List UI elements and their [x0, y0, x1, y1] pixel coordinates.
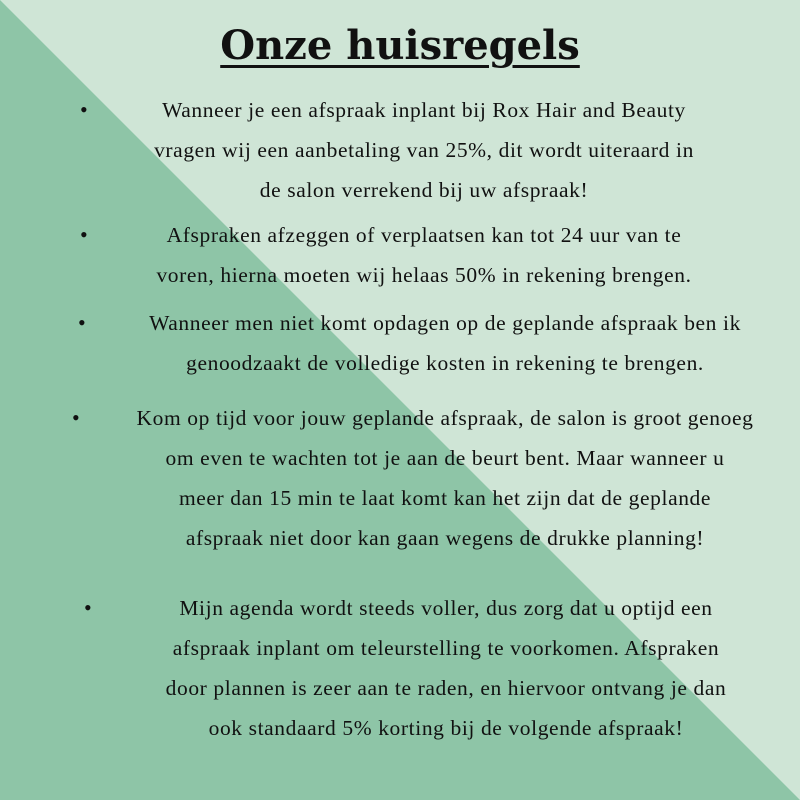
rule-line: vragen wij een aanbetaling van 25%, dit wordt uiteraard in: [154, 138, 694, 162]
rule-text: [104, 215, 744, 295]
rule-line: om even te wachten tot je aan de beurt bent. Maar wanneer u: [165, 446, 725, 470]
rule-line: ook standaard 5% korting bij de volgende afspraak!: [208, 716, 684, 740]
rule-5: [84, 588, 784, 748]
rule-line: Wanneer men niet komt opdagen op de geplande afspraak ben ik: [149, 311, 741, 335]
rule-line: voren, hierna moeten wij helaas 50% in rekening brengen.: [156, 263, 692, 287]
rule-line: Wanneer je een afspraak inplant bij Rox Hair and Beauty: [162, 98, 686, 122]
bullet: •: [80, 222, 88, 247]
rule-text: [108, 588, 784, 748]
rule-text: [96, 398, 794, 558]
rule-1: [80, 90, 770, 210]
rule-line: Afspraken afzeggen of verplaatsen kan tot 24 uur van te: [166, 223, 682, 247]
rule-text: [102, 303, 788, 383]
rule-text: [104, 90, 744, 210]
rule-line: de salon verrekend bij uw afspraak!: [259, 178, 589, 202]
rule-line: afspraak inplant om teleurstelling te voorkomen. Afspraken: [172, 636, 720, 660]
rule-line: afspraak niet door kan gaan wegens de drukke planning!: [185, 526, 705, 550]
bullet: •: [80, 97, 88, 122]
rule-line: genoodzaakt de volledige kosten in rekening te brengen.: [186, 351, 704, 375]
bullet: •: [78, 310, 86, 335]
rule-line: meer dan 15 min te laat komt kan het zijn dat de geplande: [178, 486, 712, 510]
rule-2: [80, 215, 770, 295]
rule-line: Kom op tijd voor jouw geplande afspraak, de salon is groot genoeg: [136, 406, 754, 430]
rule-3: [78, 303, 788, 383]
page-title: Onze huisregels: [220, 22, 580, 69]
bullet: •: [72, 405, 80, 430]
rule-line: door plannen is zeer aan te raden, en hiervoor ontvang je dan: [165, 676, 727, 700]
rule-4: [72, 398, 794, 558]
bullet: •: [84, 595, 92, 620]
rule-line: Mijn agenda wordt steeds voller, dus zorg dat u optijd een: [179, 596, 713, 620]
